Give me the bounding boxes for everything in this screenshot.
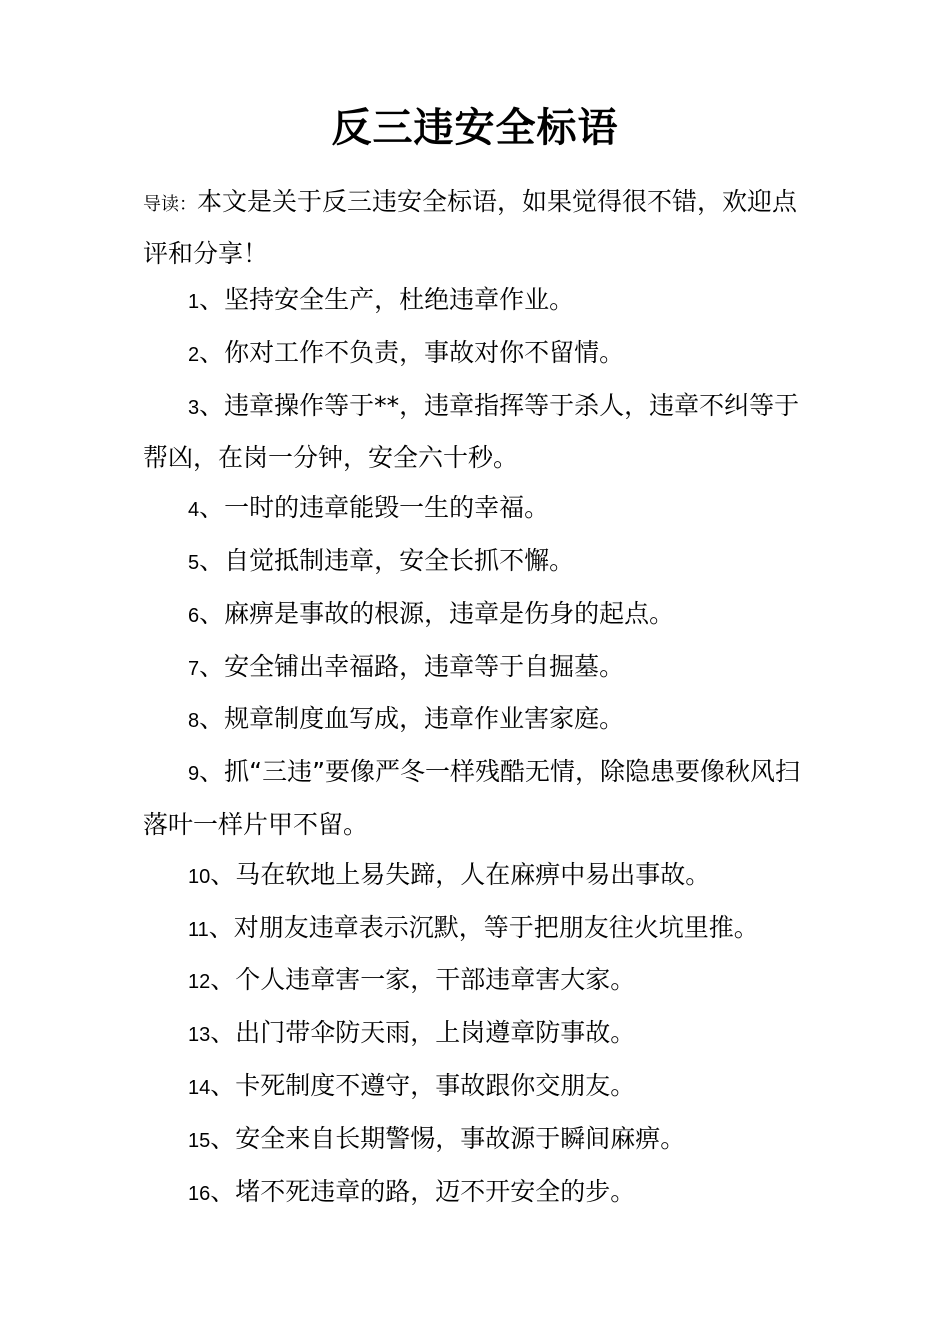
slogan-number: 5 (188, 551, 200, 574)
slogan-text: 、抓“三违”要像严冬一样残酷无情，除隐患要像秋风扫落叶一样片甲不留。 (143, 757, 801, 839)
slogan-item (143, 1167, 815, 1220)
slogan-number: 11 (188, 918, 209, 941)
slogan-text: 、坚持安全生产，杜绝违章作业。 (199, 285, 575, 314)
slogan-number: 14 (188, 1076, 211, 1099)
slogan-number: 13 (188, 1024, 211, 1047)
slogan-number: 15 (188, 1129, 211, 1152)
slogan-text: 、出门带伞防天雨，上岗遵章防事故。 (210, 1018, 636, 1048)
slogan-text: 、卡死制度不遵守，事故跟你交朋友。 (210, 1070, 636, 1100)
slogan-number: 4 (188, 499, 200, 522)
slogan-number: 7 (188, 657, 200, 680)
slogan-text: 、麻痹是事故的根源，违章是伤身的起点。 (199, 598, 675, 628)
slogan-number: 16 (188, 1182, 211, 1205)
slogan-number: 12 (188, 971, 211, 994)
intro-label: 导读： (143, 194, 197, 215)
slogan-text: 、马在软地上易失蹄，人在麻痹中易出事故。 (210, 859, 711, 889)
slogan-item (143, 1114, 815, 1167)
slogan-number: 3 (188, 396, 200, 419)
slogan-item (143, 483, 815, 536)
slogan-text: 、一时的违章能毁一生的幸福。 (199, 493, 550, 523)
slogan-item (143, 642, 815, 695)
slogan-item (143, 536, 815, 589)
slogan-number: 6 (188, 604, 200, 627)
intro-paragraph (143, 177, 815, 278)
slogan-item (143, 694, 815, 747)
slogan-text: 、自觉抵制违章，安全长抓不懈。 (199, 545, 575, 575)
slogan-number: 9 (188, 763, 200, 786)
slogan-number: 8 (188, 710, 200, 733)
slogan-number: 1 (188, 291, 200, 313)
slogan-item (143, 589, 815, 642)
slogan-item (143, 328, 815, 381)
slogan-item (143, 850, 815, 903)
slogan-text: 、个人违章害一家，干部违章害大家。 (210, 965, 636, 995)
slogan-text: 、堵不死违章的路，迈不开安全的步。 (210, 1176, 636, 1206)
slogan-item (143, 903, 815, 956)
slogan-item (143, 747, 815, 850)
slogan-text: 、规章制度血写成，违章作业害家庭。 (199, 704, 625, 734)
slogan-text: 、安全来自长期警惕，事故源于瞬间麻痹。 (210, 1123, 686, 1153)
slogan-item (143, 955, 815, 1008)
slogan-list (143, 275, 815, 1219)
slogan-number: 10 (188, 865, 211, 888)
slogan-text: 、违章操作等于**，违章指挥等于杀人，违章不纠等于帮凶，在岗一分钟，安全六十秒。 (143, 390, 800, 473)
slogan-text: 、对朋友违章表示沉默，等于把朋友往火坑里推。 (208, 912, 759, 942)
slogan-item (143, 381, 815, 484)
slogan-text: 、你对工作不负责，事故对你不留情。 (199, 337, 625, 367)
document-title: 反三违安全标语 (331, 105, 619, 151)
slogan-number: 2 (188, 343, 200, 366)
slogan-item (143, 1061, 815, 1114)
slogan-item (143, 275, 815, 328)
slogan-item (143, 1008, 815, 1061)
slogan-text: 、安全铺出幸福路，违章等于自掘墓。 (199, 651, 625, 681)
intro-text: 本文是关于反三违安全标语，如果觉得很不错，欢迎点评和分享！ (143, 187, 798, 268)
